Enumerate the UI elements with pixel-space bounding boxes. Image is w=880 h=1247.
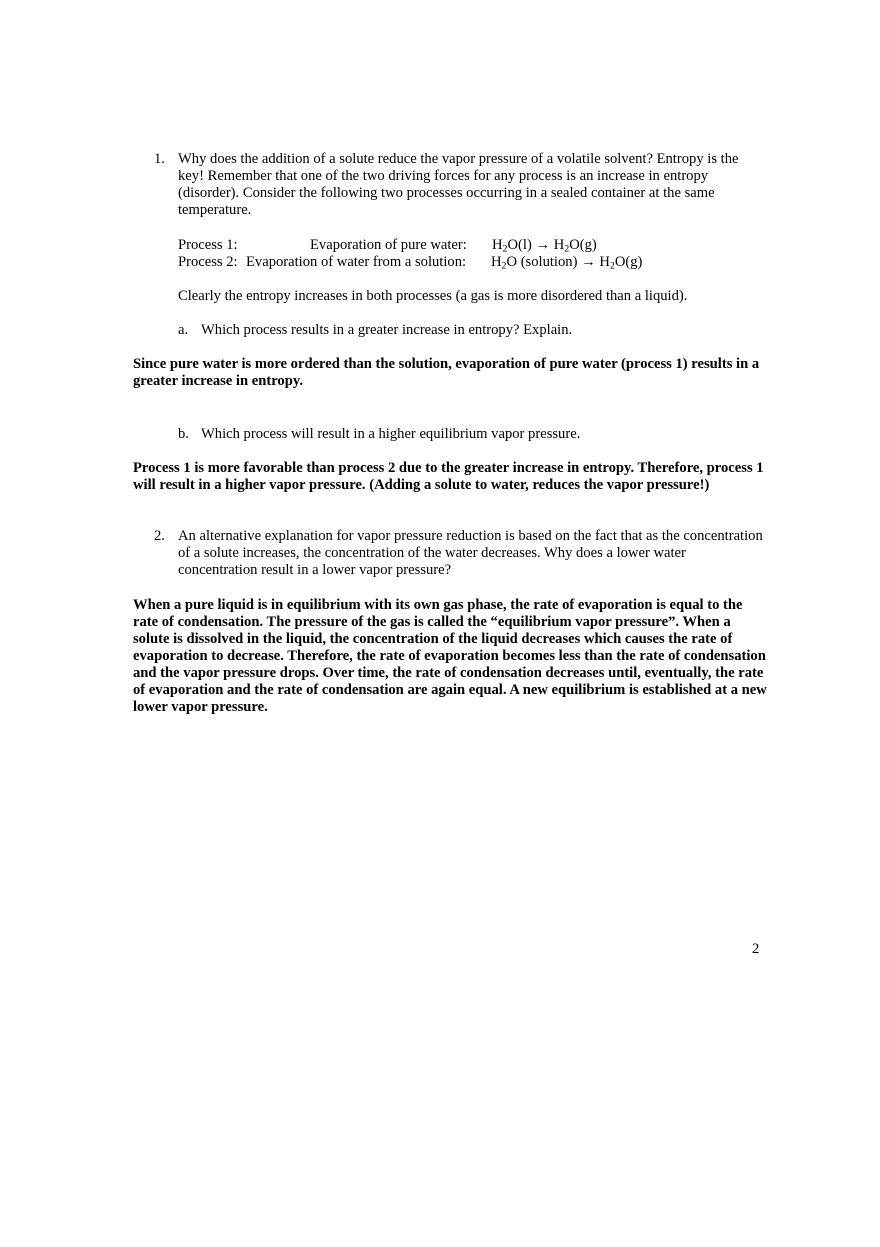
process-1-eq-sub2: 2 (564, 243, 570, 255)
question-1a-letter: a. (178, 322, 189, 338)
page-number: 2 (752, 941, 760, 957)
process-2-equation (491, 254, 642, 271)
question-2-text: An alternative explanation for vapor pressure reduction is based on the fact that as the concentration of a solute increases, the concentration of the water decreases. Why does a lower water concentration result in a lower vapor pressure? (178, 528, 763, 578)
process-2-eq-sub2: 2 (609, 260, 615, 272)
question-1b-text: Which process will result in a higher equilibrium vapor pressure. (201, 426, 581, 442)
answer-1a: Since pure water is more ordered than the solution, evaporation of pure water (process 1) results in a greater increase in entropy. (133, 356, 760, 389)
question-1a-text: Which process results in a greater increase in entropy? Explain. (201, 322, 573, 338)
process-1-eq-part3: O(g) (569, 237, 597, 253)
answer-2: When a pure liquid is in equilibrium with its own gas phase, the rate of evaporation is equal to the rate of condensation. The pressure of the gas is called the “equilibrium vapor pressure”. When a solute is dissolved in the liquid, the concentration of the liquid decreases which causes the rate of evaporation to decrease. Therefore, the rate of evaporation becomes less than the rate of condensation and the vapor pressure drops. Over time, the rate of condensation decreases until, eventually, the rate of evaporation and the rate of condensation are again equal. A new equilibrium is established at a new lower vapor pressure. (133, 597, 767, 715)
process-2-label: Process 2: (178, 254, 238, 270)
process-2-description: Evaporation of water from a solution: (246, 254, 467, 270)
question-2-number: 2. (154, 528, 165, 544)
process-2-eq-part2: O (solution) → H (506, 254, 610, 270)
process-2-eq-part3: O(g) (614, 254, 643, 270)
process-2-eq-part1: H (491, 254, 502, 270)
process-1-eq-sub1: 2 (502, 243, 508, 255)
process-2-eq-sub1: 2 (501, 260, 507, 272)
question-1-number: 1. (154, 151, 165, 167)
process-1-equation (492, 237, 597, 254)
process-1-eq-part1: H (492, 237, 503, 253)
answer-1b: Process 1 is more favorable than process 2 due to the greater increase in entropy. Therefore, process 1 will result in a higher vapor pressure. (Adding a solute to water, reduces the vapor pressure!) (133, 460, 764, 493)
question-1 (154, 151, 766, 221)
process-1-eq-part2: O(l) → H (507, 237, 565, 253)
question-1b-letter: b. (178, 426, 189, 442)
entropy-clarification: Clearly the entropy increases in both processes (a gas is more disordered than a liquid). (178, 288, 688, 304)
process-1-description: Evaporation of pure water: (310, 237, 467, 253)
process-1-label: Process 1: (178, 237, 238, 253)
question-2 (154, 528, 766, 580)
question-1-text: Why does the addition of a solute reduce the vapor pressure of a volatile solvent? Entropy is the key! Remember that one of the two driving forces for any process is an increase in entropy (disorder). Consider the following two processes occurring in a sealed container at the same temperature. (178, 151, 739, 218)
